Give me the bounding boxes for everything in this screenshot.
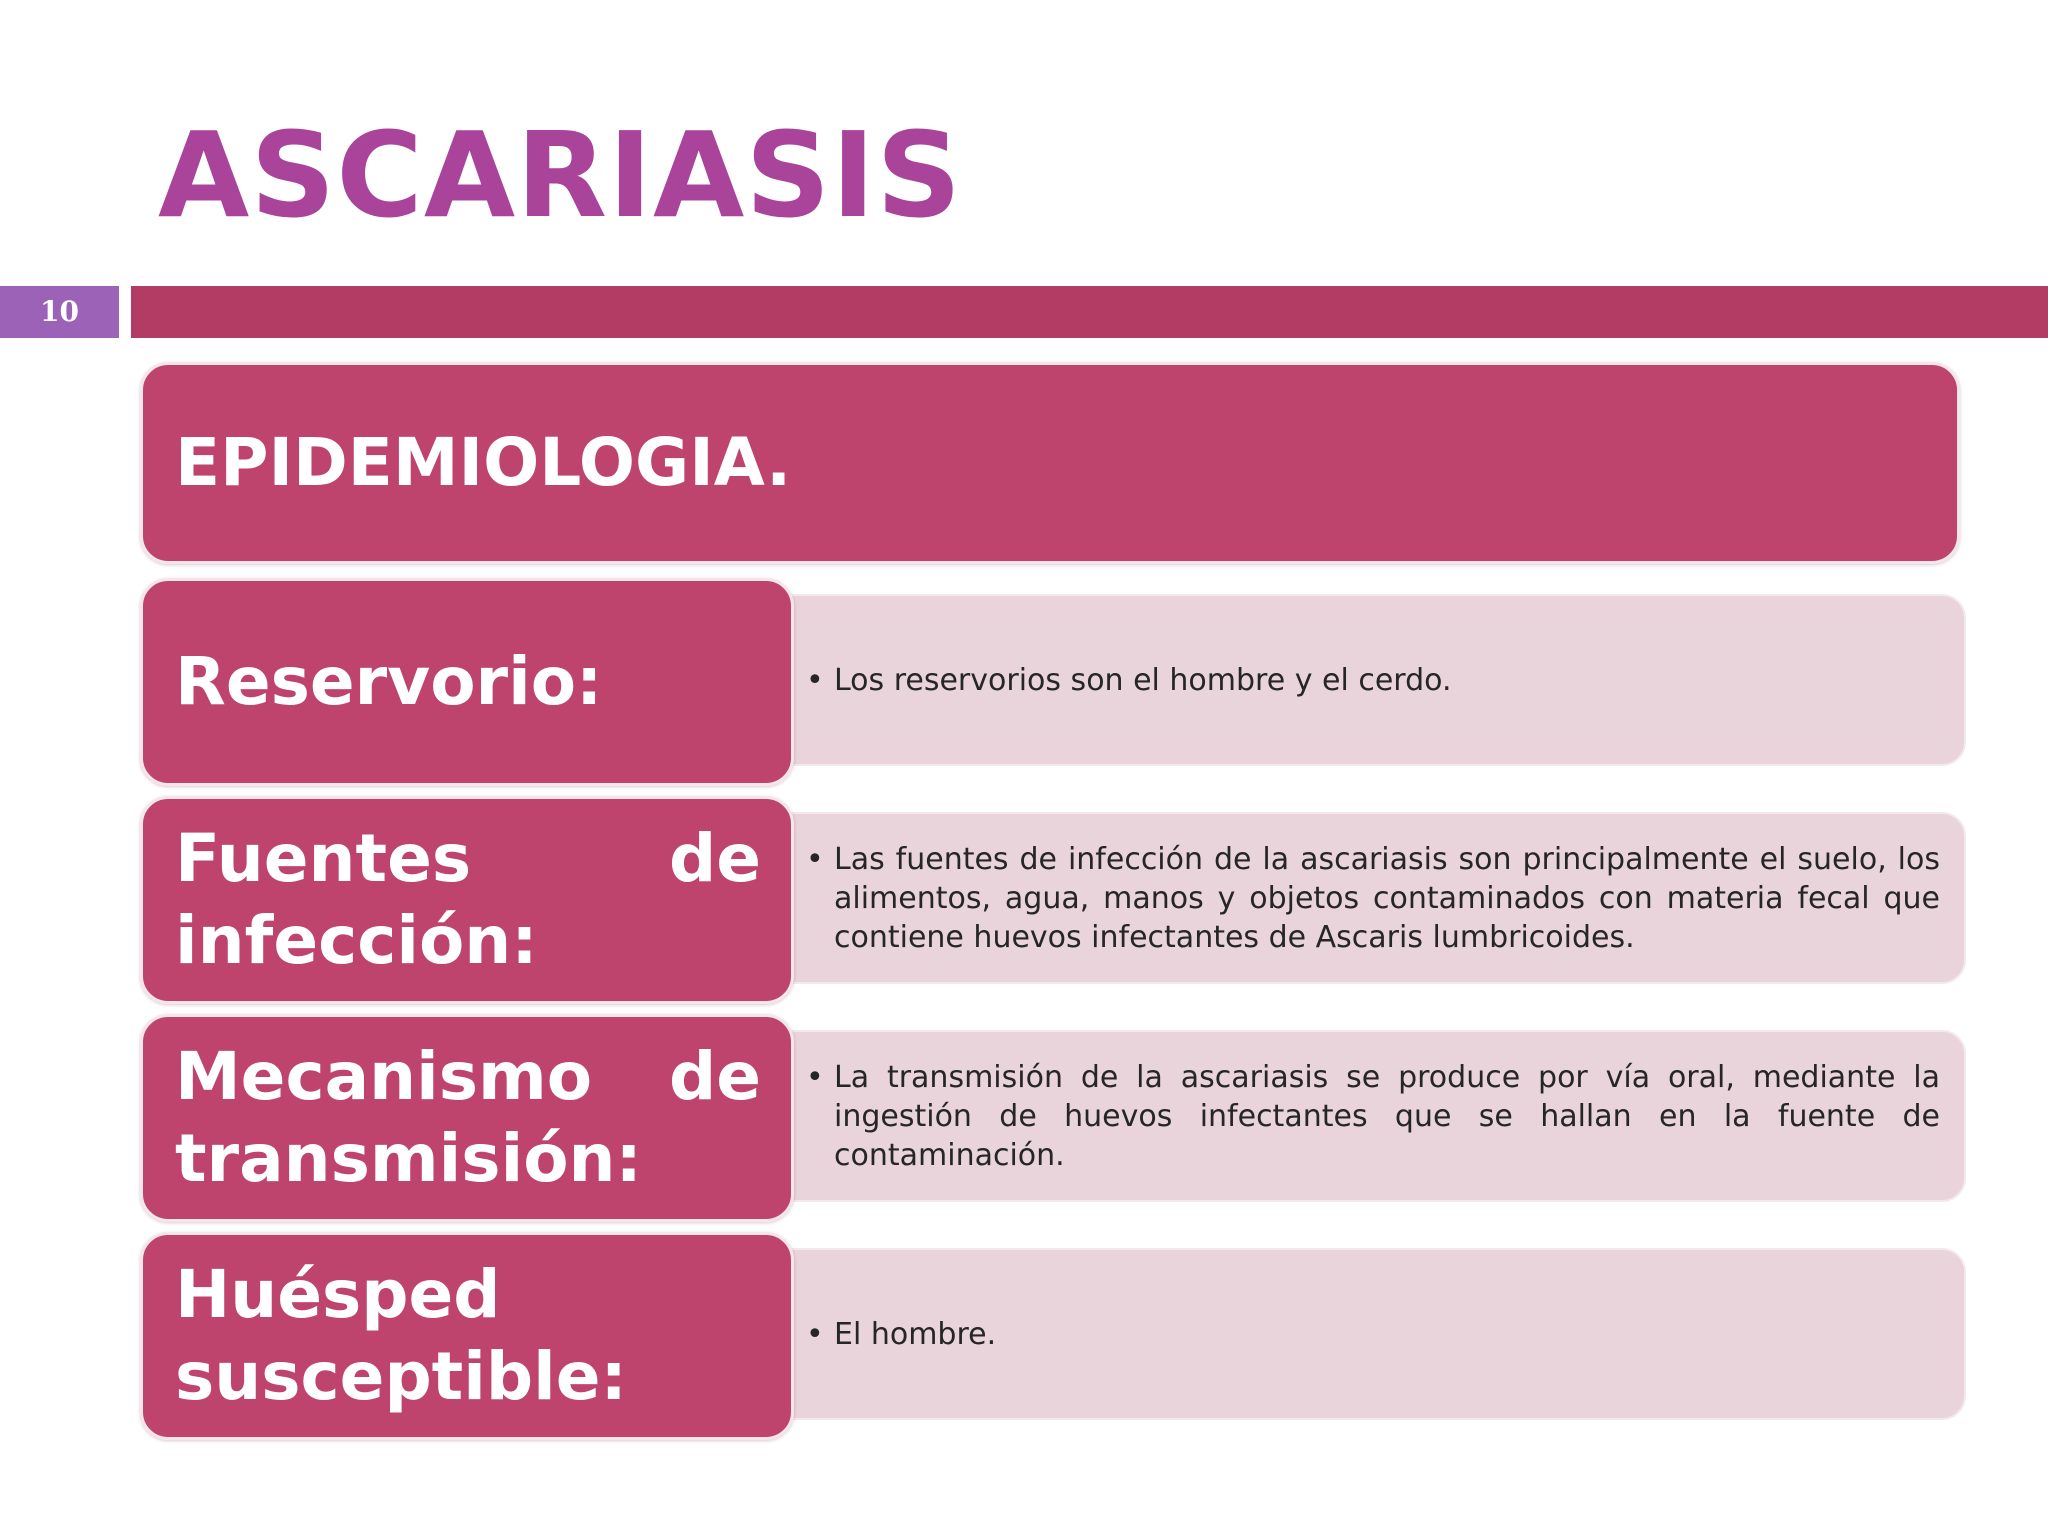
row-label: Reservorio: — [175, 643, 603, 720]
bullet-item: • La transmisión de la ascariasis se produce por vía oral, mediante la ingestión de huevos infectantes que se hallan en la fuente de contaminación. — [834, 1058, 1940, 1175]
bullet-list — [780, 1058, 1964, 1175]
bullet-item: • Los reservorios son el hombre y el cerdo. — [834, 661, 1940, 700]
row-label-box — [140, 578, 794, 786]
bullet-list — [780, 661, 1964, 700]
section-header-label: EPIDEMIOLOGIA. — [175, 424, 792, 501]
row-description-box — [778, 594, 1966, 766]
bullet-list — [780, 840, 1964, 957]
section-header-box — [140, 362, 1960, 564]
row-description-box — [778, 1248, 1966, 1420]
epidemiology-row-mecanismo — [0, 1014, 2048, 1222]
row-label-box — [140, 1232, 794, 1440]
row-label: Fuentes de infección: — [175, 820, 761, 979]
row-description-box — [778, 1030, 1966, 1202]
slide-number: 10 — [0, 286, 119, 338]
bullet-list — [780, 1315, 1964, 1354]
row-label-box — [140, 796, 794, 1004]
slide-title: ASCARIASIS — [158, 106, 963, 244]
epidemiology-row-reservorio — [0, 578, 2048, 786]
epidemiology-row-huesped — [0, 1232, 2048, 1440]
bullet-item: • El hombre. — [834, 1315, 1940, 1354]
bullet-item: • Las fuentes de infección de la ascariasis son principalmente el suelo, los alimentos, agua, manos y objetos contaminados con materia fecal que contiene huevos infectantes de Ascaris lumbricoides. — [834, 840, 1940, 957]
row-label: Huésped susceptible: — [175, 1256, 627, 1415]
row-label: Mecanismo de transmisión: — [175, 1038, 761, 1197]
epidemiology-row-fuentes — [0, 796, 2048, 1004]
row-label-box — [140, 1014, 794, 1222]
title-divider-bar — [131, 286, 2048, 338]
row-description-box — [778, 812, 1966, 984]
